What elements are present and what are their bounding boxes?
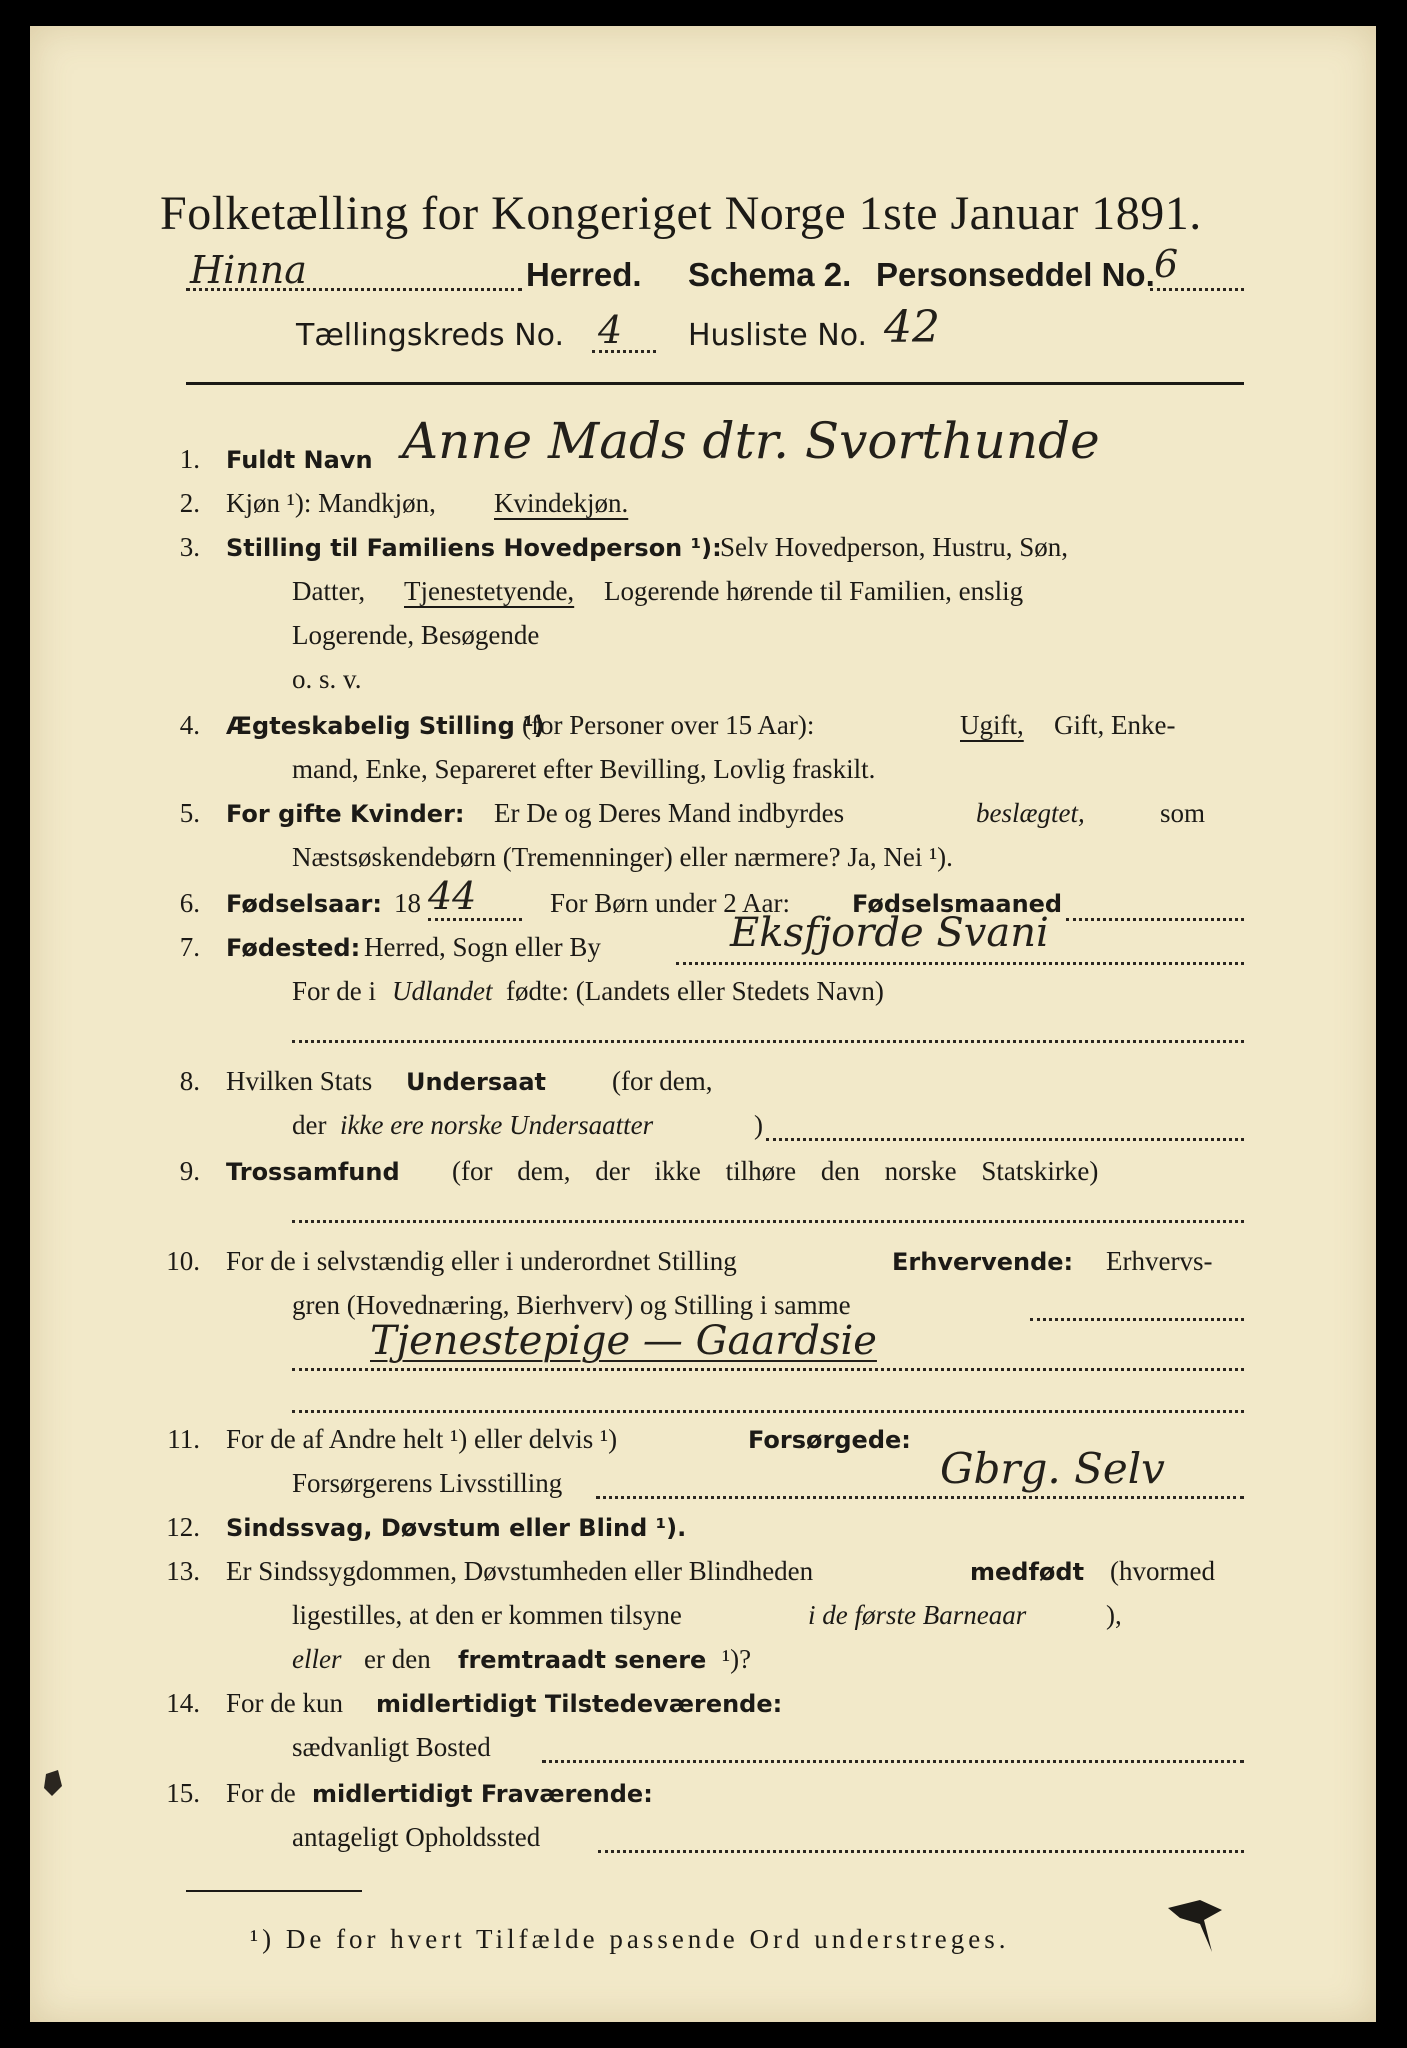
- q4-label: Ægteskabelig Stilling ¹): [226, 712, 545, 740]
- q15-line2: antageligt Opholdssted: [292, 1822, 541, 1852]
- q8-dotted-line: [766, 1138, 1244, 1141]
- q13-medfodt: medfødt: [970, 1558, 1085, 1586]
- q11-number: 11.: [167, 1424, 200, 1454]
- personseddel-dotted-line: [1150, 288, 1244, 291]
- q7-line2-rest: fødte: (Landets eller Stedets Navn): [506, 976, 884, 1006]
- schema-label: Schema 2.: [688, 256, 852, 293]
- q14-tilstedevaerende: midlertidigt Tilstedeværende:: [376, 1690, 783, 1718]
- kreds-value: 4: [598, 308, 623, 352]
- q7-answer-birthplace: Eksfjorde Svani: [730, 910, 1049, 956]
- q6-month-dotted-line: [1066, 918, 1244, 921]
- husliste-label: Husliste No.: [688, 318, 868, 353]
- q2-label: Kjøn ¹): Mandkjøn,: [226, 488, 436, 518]
- q8-line1-rest: (for dem,: [612, 1066, 713, 1096]
- q4-number: 4.: [179, 710, 200, 740]
- q13-line3-end: ¹)?: [722, 1644, 752, 1674]
- q4-line1-intro: (for Personer over 15 Aar):: [522, 710, 815, 740]
- q7-line2-udlandet: Udlandet: [392, 976, 493, 1006]
- q13-line2-italic: i de første Barneaar: [808, 1600, 1027, 1630]
- q5-line1-beslaegtet: beslægtet,: [976, 798, 1085, 828]
- q3-line4: o. s. v.: [292, 664, 362, 694]
- q3-line2-rest: Logerende hørende til Familien, enslig: [604, 576, 1024, 606]
- q10-line2: gren (Hovednæring, Bierhverv) og Stilling i samme: [292, 1290, 851, 1320]
- q6-label2: Fødselsmaaned: [852, 890, 1063, 918]
- q5-label: For gifte Kvinder:: [226, 800, 465, 828]
- q3-line1: Selv Hovedperson, Hustru, Søn,: [720, 532, 1068, 562]
- q8-line2-close: ): [754, 1110, 763, 1140]
- q11-answer-provider: Gbrg. Selv: [940, 1444, 1165, 1493]
- q9-label: Trossamfund: [226, 1158, 400, 1186]
- q14-line1-intro: For de kun: [226, 1688, 343, 1718]
- q9-number: 9.: [179, 1156, 200, 1186]
- census-form-sheet: [30, 26, 1376, 2022]
- q13-line2-close: ),: [1106, 1600, 1122, 1630]
- q13-number: 13.: [166, 1556, 200, 1586]
- q11-line1-intro: For de af Andre helt ¹) eller delvis ¹): [226, 1424, 618, 1454]
- q7-foreign-dotted-line: [292, 1040, 1244, 1043]
- q13-line3-eller: eller: [292, 1644, 342, 1674]
- q10-erhvervende: Erhvervende:: [892, 1248, 1074, 1276]
- q4-line2: mand, Enke, Separeret efter Bevilling, Lovlig fraskilt.: [292, 754, 876, 784]
- q8-line2-der: der: [292, 1110, 327, 1140]
- header-rule: [186, 382, 1244, 385]
- q10-number: 10.: [166, 1246, 200, 1276]
- q12-number: 12.: [166, 1512, 200, 1542]
- q9-line1: (for dem, der ikke tilhøre den norske Statskirke): [452, 1156, 1099, 1186]
- q8-number: 8.: [179, 1066, 200, 1096]
- q14-line2: sædvanligt Bosted: [292, 1732, 491, 1762]
- q10-answer-dotted-line: [292, 1368, 1244, 1371]
- q5-line1: Er De og Deres Mand indbyrdes: [494, 798, 845, 828]
- q11-line2: Forsørgerens Livsstilling: [292, 1468, 563, 1498]
- form-title: Folketælling for Kongeriget Norge 1ste Januar 1891.: [160, 187, 1202, 240]
- q9-dotted-line: [292, 1220, 1244, 1223]
- q10-line1-rest: Erhvervs-: [1106, 1246, 1213, 1276]
- q6-prefix: 18: [394, 888, 421, 918]
- q7-line2-intro: For de i: [292, 976, 376, 1006]
- q13-line3-mid: er den: [364, 1644, 431, 1674]
- q3-line3: Logerende, Besøgende: [292, 620, 540, 650]
- q5-line2: Næstsøskendebørn (Tremenninger) eller nærmere? Ja, Nei ¹).: [292, 842, 953, 872]
- q8-line1-intro: Hvilken Stats: [226, 1066, 373, 1096]
- q15-line1-intro: For de: [226, 1778, 296, 1808]
- q11-dotted-line: [596, 1496, 1244, 1499]
- herred-label: Herred.: [526, 256, 642, 293]
- q6-answer-year: 44: [428, 874, 477, 918]
- q3-label: Stilling til Familiens Hovedperson ¹):: [226, 534, 722, 562]
- q4-option-ugift: Ugift,: [960, 710, 1024, 740]
- q2-number: 2.: [179, 488, 200, 518]
- q8-undersaat: Undersaat: [406, 1068, 547, 1096]
- q2-option-kvindekjon: Kvindekjøn.: [494, 488, 629, 518]
- q13-line2-intro: ligestilles, at den er kommen tilsyne: [292, 1600, 682, 1630]
- q11-forsorgede: Forsørgede:: [748, 1426, 911, 1454]
- q8-line2-italic: ikke ere norske Undersaatter: [340, 1110, 654, 1140]
- q3-number: 3.: [179, 532, 200, 562]
- ink-speck-mark: [40, 1766, 70, 1806]
- q6-dotted-line: [428, 918, 522, 921]
- q14-number: 14.: [166, 1688, 200, 1718]
- q3-line2-datter: Datter,: [292, 576, 366, 606]
- q13-line1-intro: Er Sindssygdommen, Døvstumheden eller Blindheden: [226, 1556, 814, 1586]
- q7-dotted-line: [676, 962, 1244, 965]
- q1-label: Fuldt Navn: [226, 446, 373, 474]
- q15-number: 15.: [166, 1778, 200, 1808]
- q13-fremtraadt: fremtraadt senere: [458, 1646, 707, 1674]
- personseddel-label: Personseddel No.: [876, 256, 1155, 293]
- q7-line1: Herred, Sogn eller By: [364, 932, 601, 962]
- personseddel-value: 6: [1154, 242, 1179, 286]
- q12-label: Sindssvag, Døvstum eller Blind ¹).: [226, 1514, 687, 1542]
- q10-extra-dotted-line: [292, 1410, 1244, 1413]
- q6-number: 6.: [179, 888, 200, 918]
- q13-line1-rest: (hvormed: [1110, 1556, 1215, 1586]
- q4-line1-rest: Gift, Enke-: [1054, 710, 1176, 740]
- q14-dotted-line: [542, 1760, 1244, 1763]
- q3-option-tjenestetyende: Tjenestetyende,: [404, 576, 575, 606]
- q7-label: Fødested:: [226, 934, 361, 962]
- q6-label: Fødselsaar:: [226, 890, 382, 918]
- q1-answer-name: Anne Mads dtr. Svorthunde: [402, 412, 1100, 470]
- q1-number: 1.: [179, 444, 200, 474]
- kreds-label: Tællingskreds No.: [296, 318, 564, 353]
- kreds-dotted-line: [592, 350, 656, 353]
- q5-line1-som: som: [1160, 798, 1206, 828]
- q5-number: 5.: [179, 798, 200, 828]
- q10-line1-intro: For de i selvstændig eller i underordnet Stilling: [226, 1246, 737, 1276]
- herred-value: Hinna: [190, 248, 307, 292]
- q7-number: 7.: [179, 932, 200, 962]
- footnote: ¹) De for hvert Tilfælde passende Ord understreges.: [250, 1924, 1010, 1954]
- husliste-value: 42: [884, 302, 940, 353]
- q6-mid: For Børn under 2 Aar:: [550, 888, 790, 918]
- herred-dotted-line: [186, 288, 522, 291]
- q15-fravaerende: midlertidigt Fraværende:: [312, 1780, 653, 1808]
- q10-answer-occupation: Tjenestepige — Gaardsie: [370, 1318, 877, 1364]
- footnote-rule: [186, 1890, 362, 1892]
- q10-line2-dotted: [1030, 1318, 1244, 1321]
- ink-blot-mark: [1160, 1894, 1240, 1964]
- q15-dotted-line: [598, 1850, 1244, 1853]
